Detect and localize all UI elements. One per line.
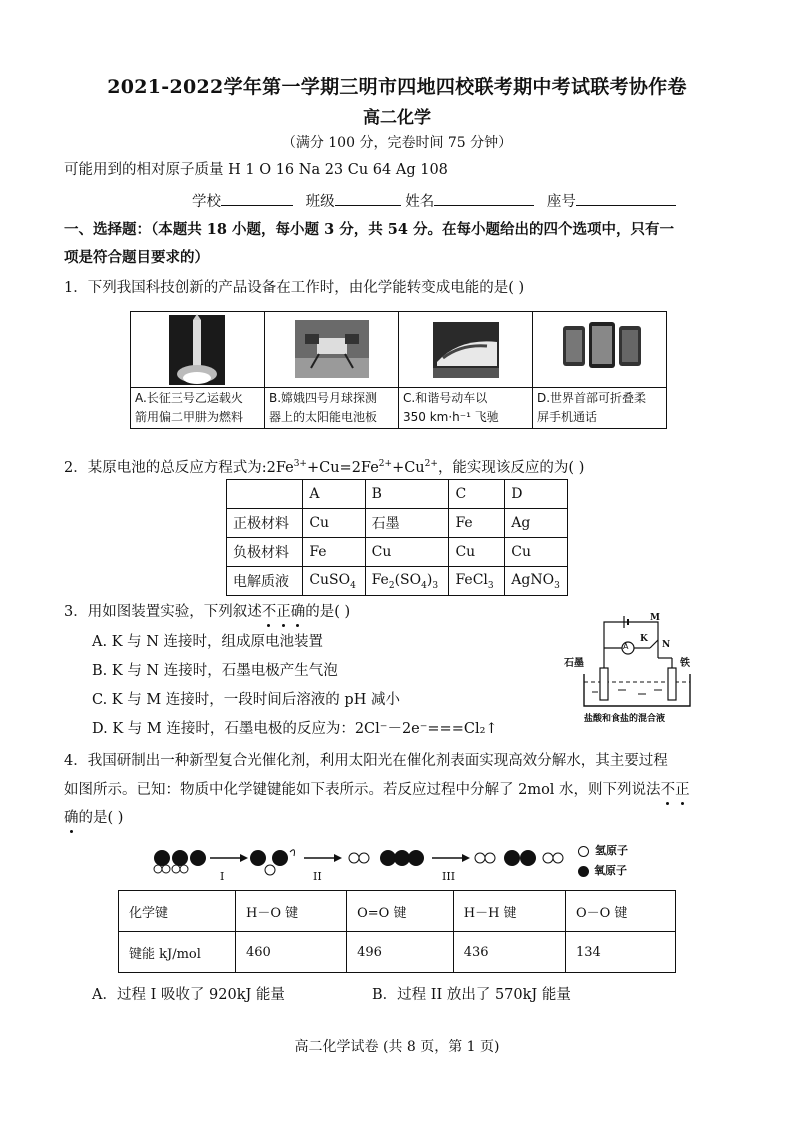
- q1-b-line2: 器上的太阳能电池板: [269, 410, 378, 424]
- q1-option-c[interactable]: [399, 312, 533, 429]
- q3-option-a[interactable]: A. K 与 N 连接时，组成原电池装置: [92, 634, 324, 650]
- rocket-icon: [131, 312, 264, 387]
- class-blank[interactable]: [335, 191, 401, 206]
- q2-stem: [64, 456, 584, 477]
- step-1-label: I: [220, 870, 225, 883]
- q4-v1: 460: [236, 932, 347, 973]
- q2-stem-a: 2．某原电池的总反应方程式为:2Fe: [64, 460, 294, 476]
- foldable-phone-image: [533, 312, 666, 388]
- q4-bond-energy-table: [118, 890, 676, 973]
- q2-r3c0: 电解质液: [227, 567, 303, 596]
- q2-h1: A: [303, 480, 365, 509]
- legend-hydrogen-text: 氢原子: [595, 844, 628, 857]
- oxygen-circle-icon: [578, 866, 589, 877]
- q3-option-d[interactable]: D. K 与 M 连接时，石墨电极的反应为：2Cl⁻－2e⁻===Cl₂↑: [92, 721, 498, 737]
- name-label: 姓名: [405, 194, 435, 210]
- hydrogen-circle-icon: [578, 846, 589, 857]
- switch-m-label: M: [650, 613, 660, 623]
- q2-r2c2: Cu: [365, 538, 449, 567]
- graphite-label: 石墨: [564, 658, 584, 669]
- lunar-probe-image: [265, 312, 398, 388]
- q2-h4: D: [505, 480, 568, 509]
- q1-a-line2: 箭用偏二甲肼为燃料: [135, 410, 244, 424]
- electrolysis-apparatus-figure: [562, 610, 702, 726]
- reaction-process-icon: [150, 842, 580, 886]
- q2-stem-c: +Cu: [392, 460, 425, 476]
- name-blank[interactable]: [434, 191, 534, 206]
- q2-table: [226, 479, 568, 596]
- section-heading-line2: 项是符合题目要求的）: [64, 249, 209, 266]
- switch-k-label: K: [640, 634, 648, 644]
- q3-emph1: 不: [262, 600, 277, 621]
- q4-h4: O－O 键: [565, 891, 675, 932]
- iron-label: 铁: [680, 658, 690, 669]
- school-label: 学校: [192, 194, 221, 210]
- q1-a-line1: A.长征三号乙运载火: [135, 391, 243, 405]
- q2-sup2: 2+: [378, 459, 393, 470]
- q2-sup3: 2+: [424, 459, 438, 470]
- q2-h2: B: [365, 480, 449, 509]
- q4-row-label: 键能 kJ/mol: [119, 932, 236, 973]
- q2-r2c4: Cu: [505, 538, 568, 567]
- q4-line2-a: 如图所示。已知：物质中化学键键能如下表所示。若反应过程中分解了 2mol 水，则下列说法: [64, 782, 661, 798]
- q1-option-d[interactable]: [533, 312, 667, 429]
- q2-r3c2: $Fe_2(SO_4)_3$: [365, 567, 449, 596]
- q3-option-c[interactable]: C. K 与 M 连接时，一段时间后溶液的 pH 减小: [92, 692, 400, 708]
- step-2-label: II: [313, 870, 322, 883]
- q3-stem-a: 3．用如图装置实验，下列叙述: [64, 604, 262, 620]
- q2-r2c3: Cu: [449, 538, 505, 567]
- q2-r3c3: FeCl$_3$: [449, 567, 505, 596]
- q1-c-line1: C.和谐号动车以: [403, 391, 488, 405]
- q3-emph2: 正: [276, 600, 291, 621]
- switch-n-label: N: [662, 640, 671, 650]
- q2-r2c1: Fe: [303, 538, 365, 567]
- rocket-image: [131, 312, 264, 388]
- q4-v2: 496: [347, 932, 454, 973]
- legend-hydrogen: [578, 842, 628, 858]
- q4-line3: [64, 806, 123, 827]
- atomic-mass-line: 可能用到的相对原子质量 H 1 O 16 Na 23 Cu 64 Ag 108: [64, 162, 448, 178]
- q1-stem: 1．下列我国科技创新的产品设备在工作时，由化学能转变成电能的是( ): [64, 280, 525, 296]
- seat-blank[interactable]: [576, 191, 676, 206]
- q1-d-line2: 屏手机通话: [537, 410, 598, 424]
- q2-row-positive: [227, 509, 568, 538]
- q1-b-line1: B.嫦娥四号月球探测: [269, 391, 378, 405]
- train-image: [399, 312, 532, 388]
- q2-row-negative: [227, 538, 568, 567]
- q2-r1c2: 石墨: [365, 509, 449, 538]
- ammeter-label: A: [623, 642, 629, 651]
- q4-h2: O=O 键: [347, 891, 454, 932]
- q2-stem-b: +Cu=2Fe: [306, 460, 379, 476]
- school-blank[interactable]: [221, 191, 293, 206]
- step-3-label: III: [442, 870, 456, 883]
- water-splitting-diagram: [150, 842, 650, 886]
- class-label: 班级: [305, 194, 335, 210]
- q4-emph3: 确: [64, 806, 79, 827]
- q3-stem: [64, 600, 350, 621]
- q1-image-table: [130, 311, 667, 429]
- subject-title: 高二化学: [363, 108, 431, 128]
- q4-option-a[interactable]: A．过程 I 吸收了 920kJ 能量: [92, 987, 285, 1003]
- lunar-probe-icon: [265, 312, 398, 387]
- q4-line3-b: 的是( ): [78, 810, 124, 826]
- q4-h3: H－H 键: [453, 891, 565, 932]
- q3-emph3: 确: [291, 600, 306, 621]
- q1-c-line2: 350 km·h⁻¹ 飞驰: [403, 410, 499, 424]
- q4-header-row: [119, 891, 676, 932]
- q2-r2c0: 负极材料: [227, 538, 303, 567]
- section-heading-line1: 一、选择题：（本题共 18 小题，每小题 3 分，共 54 分。在每小题给出的四个选项中，只有一: [64, 221, 674, 238]
- legend-oxygen-text: 氧原子: [594, 864, 627, 877]
- q1-option-b[interactable]: [265, 312, 399, 429]
- q4-option-b[interactable]: B．过程 II 放出了 570kJ 能量: [372, 987, 571, 1003]
- q2-r1c0: 正极材料: [227, 509, 303, 538]
- q4-h0: 化学键: [119, 891, 236, 932]
- q3-stem-b: 的是( ): [305, 604, 351, 620]
- q3-option-b[interactable]: B. K 与 N 连接时，石墨电极产生气泡: [92, 663, 338, 679]
- q2-row-electrolyte: [227, 567, 568, 596]
- q1-d-line1: D.世界首部可折叠柔: [537, 391, 647, 405]
- train-icon: [399, 312, 532, 387]
- q2-sup1: 3+: [293, 459, 307, 470]
- q4-line2: [64, 778, 690, 799]
- q4-v4: 134: [565, 932, 675, 973]
- q2-h3: C: [449, 480, 505, 509]
- q4-v3: 436: [453, 932, 565, 973]
- q4-line1: 4．我国研制出一种新型复合光催化剂，利用太阳光在催化剂表面实现高效分解水，其主要过程: [64, 753, 668, 769]
- page-footer: 高二化学试卷 (共 8 页，第 1 页): [294, 1039, 500, 1055]
- legend-oxygen: [578, 862, 627, 878]
- info-fields: [192, 190, 676, 211]
- q4-value-row: [119, 932, 676, 973]
- q2-r1c1: Cu: [303, 509, 365, 538]
- q2-r3c4: AgNO$_3$: [505, 567, 568, 596]
- q4-emph1: 不: [661, 778, 676, 799]
- q2-r3c1: CuSO$_4$: [303, 567, 365, 596]
- q4-h1: H－O 键: [236, 891, 347, 932]
- q2-stem-d: ，能实现该反应的为( ): [437, 460, 585, 476]
- q2-r1c3: Fe: [449, 509, 505, 538]
- seat-label: 座号: [546, 194, 576, 210]
- solution-caption: 盐酸和食盐的混合液: [584, 714, 666, 724]
- q2-h0: [227, 480, 303, 509]
- q2-r1c4: Ag: [505, 509, 568, 538]
- q4-emph2: 正: [675, 778, 690, 799]
- q1-option-a[interactable]: [131, 312, 265, 429]
- exam-title: 2021-2022学年第一学期三明市四地四校联考期中考试联考协作卷: [107, 76, 687, 98]
- q2-header-row: [227, 480, 568, 509]
- score-note: （满分 100 分，完卷时间 75 分钟）: [281, 135, 513, 151]
- foldable-phone-icon: [533, 312, 666, 387]
